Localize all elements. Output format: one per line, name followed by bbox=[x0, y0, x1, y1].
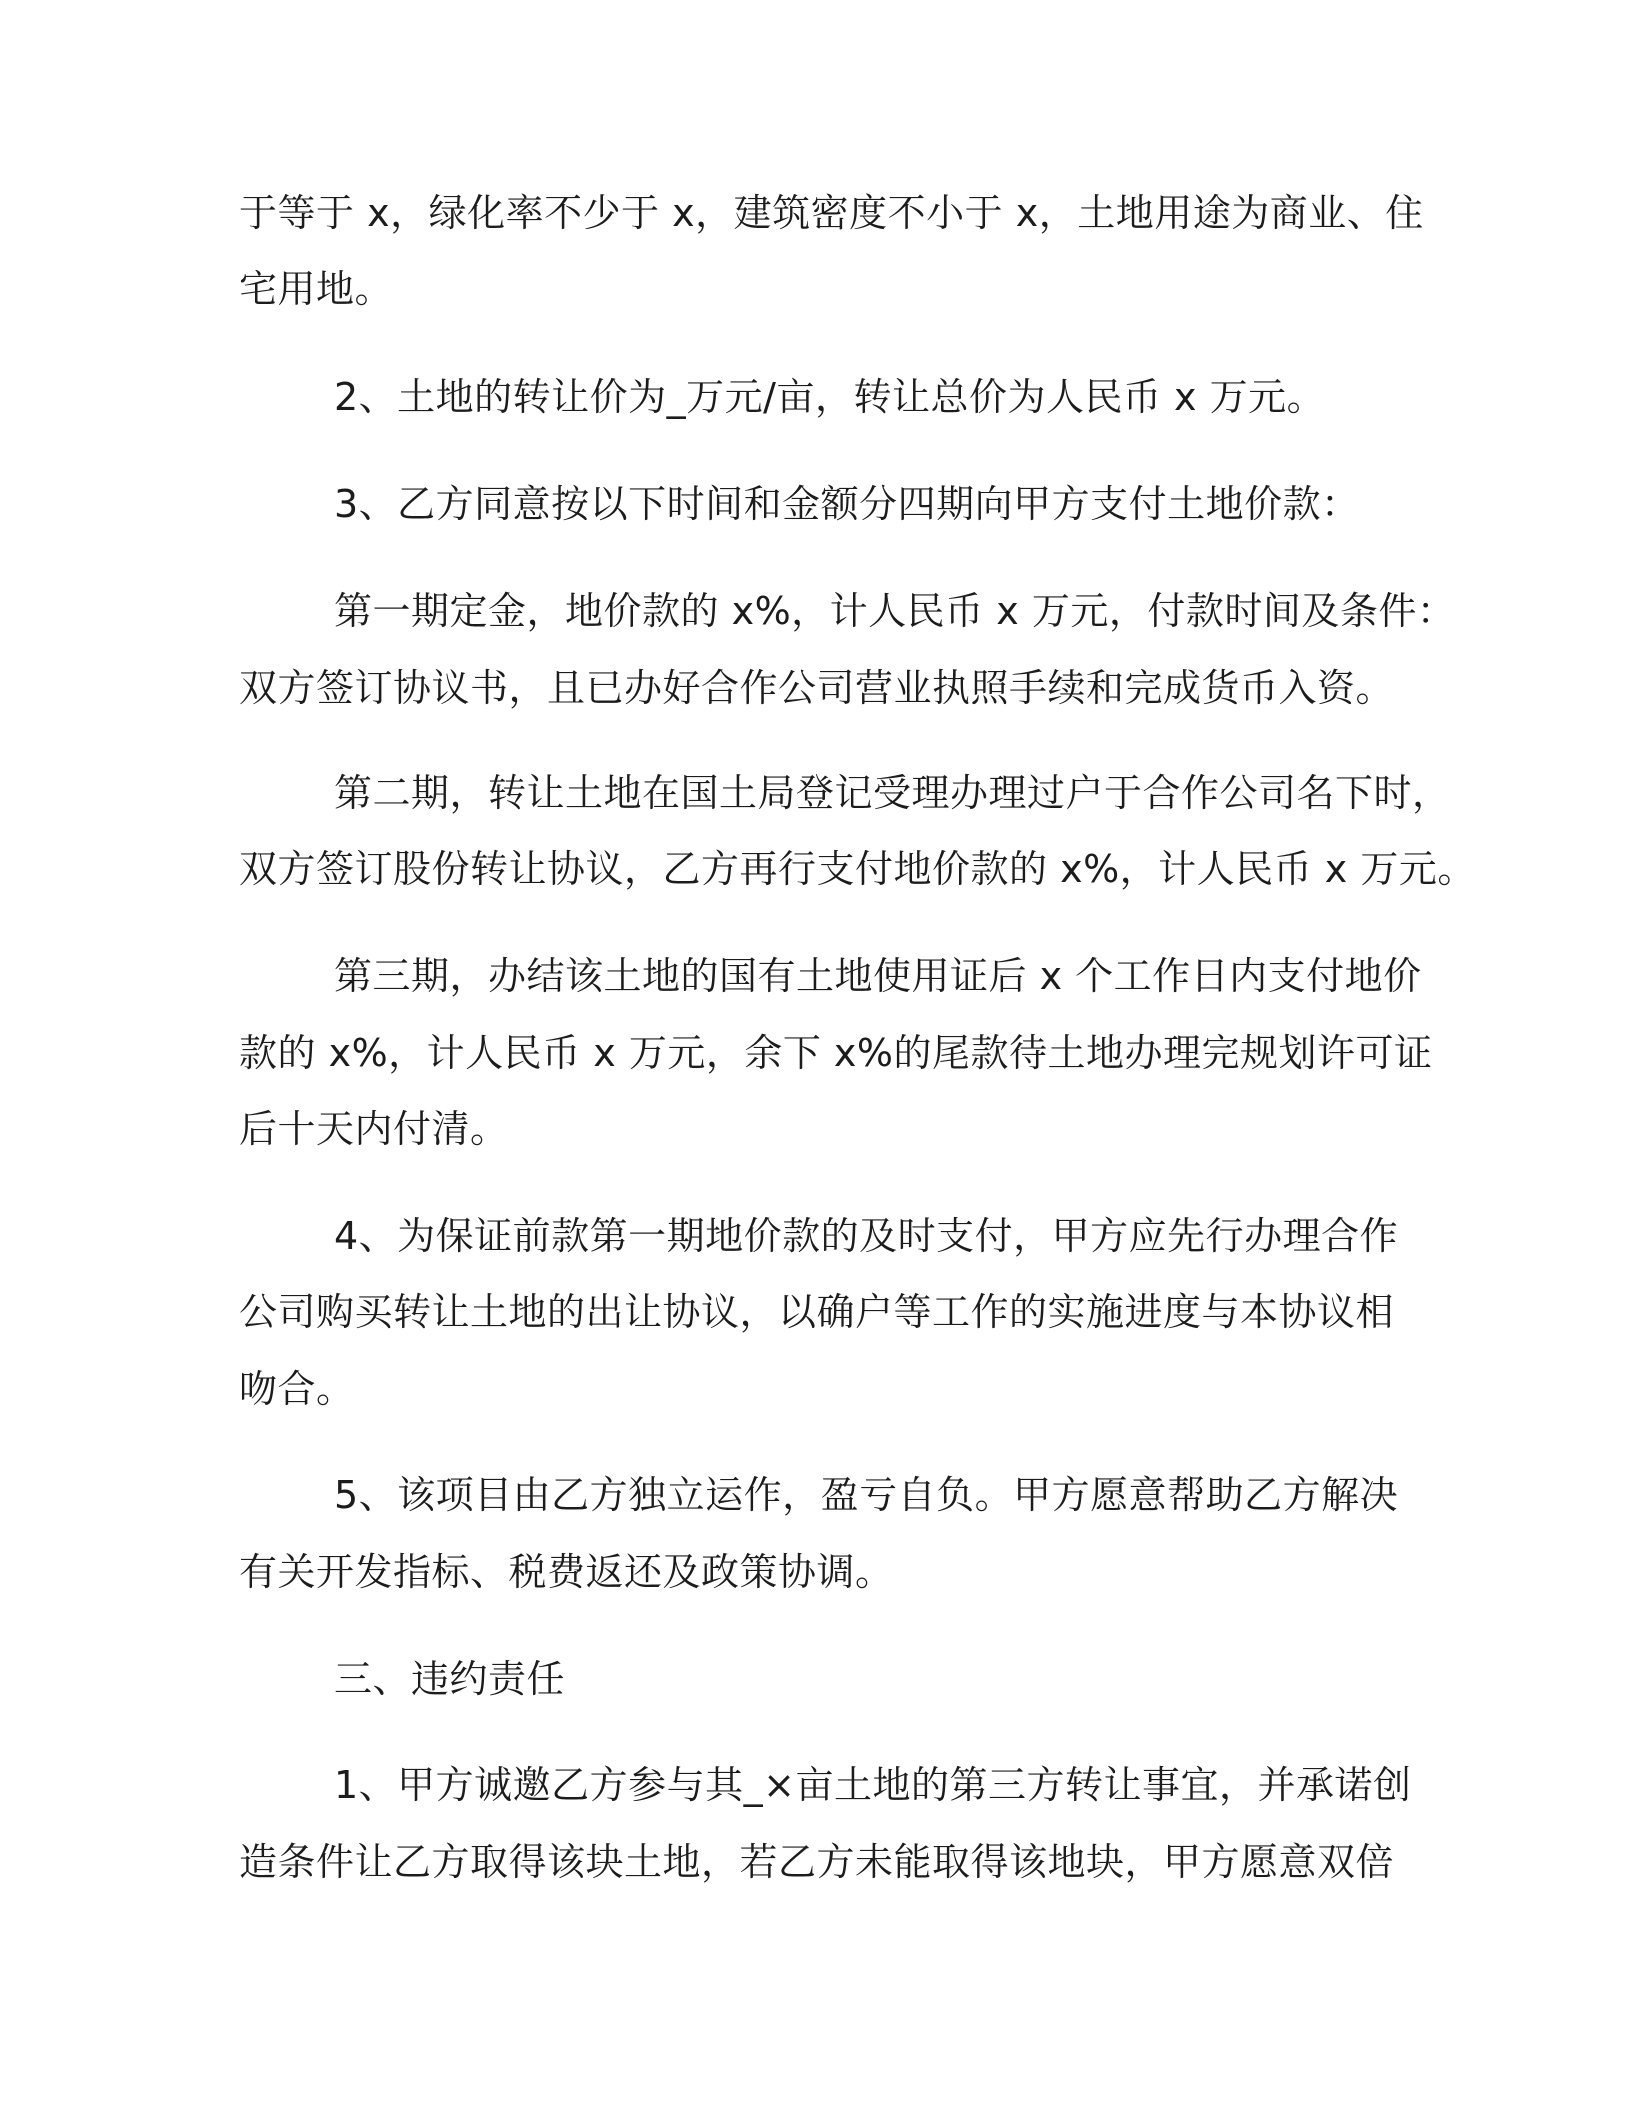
section-heading: 三、违约责任 bbox=[334, 1657, 566, 1701]
text-line: 吻合。 bbox=[239, 1367, 355, 1411]
text-line: 双方签订股份转让协议，乙方再行支付地价款的 x%，计人民币 x 万元。 bbox=[239, 847, 1476, 891]
text-line: 4、为保证前款第一期地价款的及时支付，甲方应先行办理合作 bbox=[334, 1214, 1399, 1258]
text-line: 后十天内付清。 bbox=[239, 1107, 509, 1151]
text-line: 1、甲方诚邀乙方参与其_×亩土地的第三方转让事宜，并承诺创 bbox=[334, 1763, 1412, 1807]
text-line: 5、该项目由乙方独立运作，盈亏自负。甲方愿意帮助乙方解决 bbox=[334, 1473, 1399, 1517]
text-line: 于等于 x，绿化率不少于 x，建筑密度不小于 x，土地用途为商业、住 bbox=[239, 191, 1424, 235]
text-line: 3、乙方同意按以下时间和金额分四期向甲方支付土地价款： bbox=[334, 482, 1360, 526]
text-line: 有关开发指标、税费返还及政策协调。 bbox=[239, 1550, 894, 1594]
text-line: 造条件让乙方取得该块土地，若乙方未能取得该地块，甲方愿意双倍 bbox=[239, 1840, 1395, 1884]
text-line: 款的 x%，计人民币 x 万元，余下 x%的尾款待土地办理完规划许可证 bbox=[239, 1031, 1433, 1075]
text-line: 宅用地。 bbox=[239, 267, 394, 311]
text-line: 公司购买转让土地的出让协议，以确户等工作的实施进度与本协议相 bbox=[239, 1290, 1395, 1334]
text-line: 双方签订协议书，且已办好合作公司营业执照手续和完成货币入资。 bbox=[239, 666, 1395, 710]
text-line: 第三期，办结该土地的国有土地使用证后 x 个工作日内支付地价 bbox=[334, 954, 1422, 998]
text-line: 第二期，转让土地在国土局登记受理办理过户于合作公司名下时， bbox=[334, 771, 1451, 815]
text-line: 2、土地的转让价为_万元/亩，转让总价为人民币 x 万元。 bbox=[334, 375, 1326, 419]
text-line: 第一期定金，地价款的 x%，计人民币 x 万元，付款时间及条件： bbox=[334, 589, 1456, 633]
